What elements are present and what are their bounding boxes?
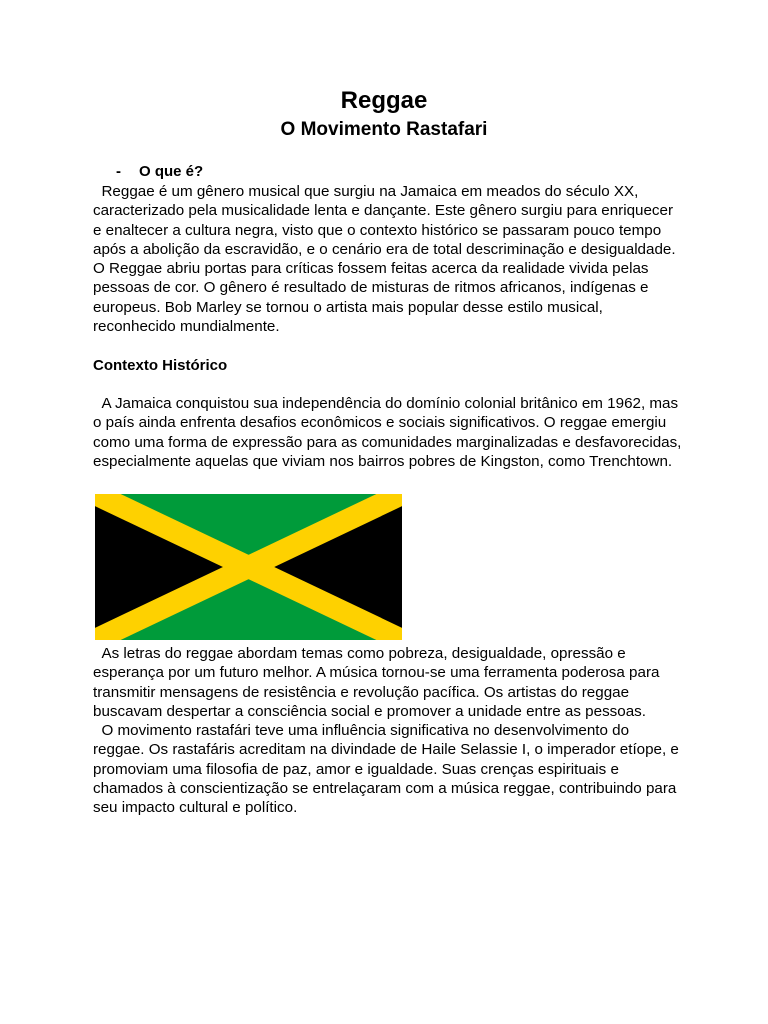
- bullet-heading: [116, 162, 203, 182]
- rastafari-paragraph: O movimento rastafári teve uma influência significativa no desenvolvimento do reggae. Os rastafáris acreditam na divindade de Haile Selassie I, o imperador etíope, e promoviam uma filosofia de paz, amor e igualdade. Suas crenças espirituais e chamados à conscientização se entrelaçaram com a música reggae, contribuindo para seu impacto cultural e político.: [93, 722, 684, 817]
- lyrics-paragraph: As letras do reggae abordam temas como pobreza, desigualdade, opressão e esperança por um futuro melhor. A música tornou-se uma ferramenta poderosa para transmitir mensagens de resistência e revolução pacífica. Os artistas do reggae buscavam despertar a consciência social e promover a unidade entre as pessoas.: [93, 645, 664, 720]
- bullet-marker: -: [116, 163, 121, 180]
- document-title: Reggae: [340, 87, 428, 114]
- section-heading-contexto: Contexto Histórico: [93, 357, 228, 374]
- document-subtitle: O Movimento Rastafari: [280, 119, 488, 140]
- intro-paragraph: Reggae é um gênero musical que surgiu na Jamaica em meados do século XX, caracterizado pela musicalidade lenta e dançante. Este gênero surgiu para enriquecer e enaltecer a cultura negra, visto que o contexto histórico se passaram pouco tempo após a abolição da escravidão, e o cenário era de total descriminação e desigualdade. O Reggae abriu portas para críticas fossem feitas acerca da realidade vivida pelas pessoas de cor. O gênero é resultado de misturas de ritmos africanos, indígenas e europeus. Bob Marley se tornou o artista mais popular desse estilo musical, reconhecido mundialmente.: [93, 183, 680, 336]
- jamaica-flag-image: [95, 494, 402, 640]
- bullet-heading-text: O que é?: [139, 163, 204, 180]
- history-paragraph: A Jamaica conquistou sua independência do domínio colonial britânico em 1962, mas o país ainda enfrenta desafios econômicos e sociais significativos. O reggae emergiu como uma forma de expressão para as comunidades marginalizadas e desfavorecidas, especialmente aquelas que viviam nos bairros pobres de Kingston, como Trenchtown.: [93, 395, 686, 470]
